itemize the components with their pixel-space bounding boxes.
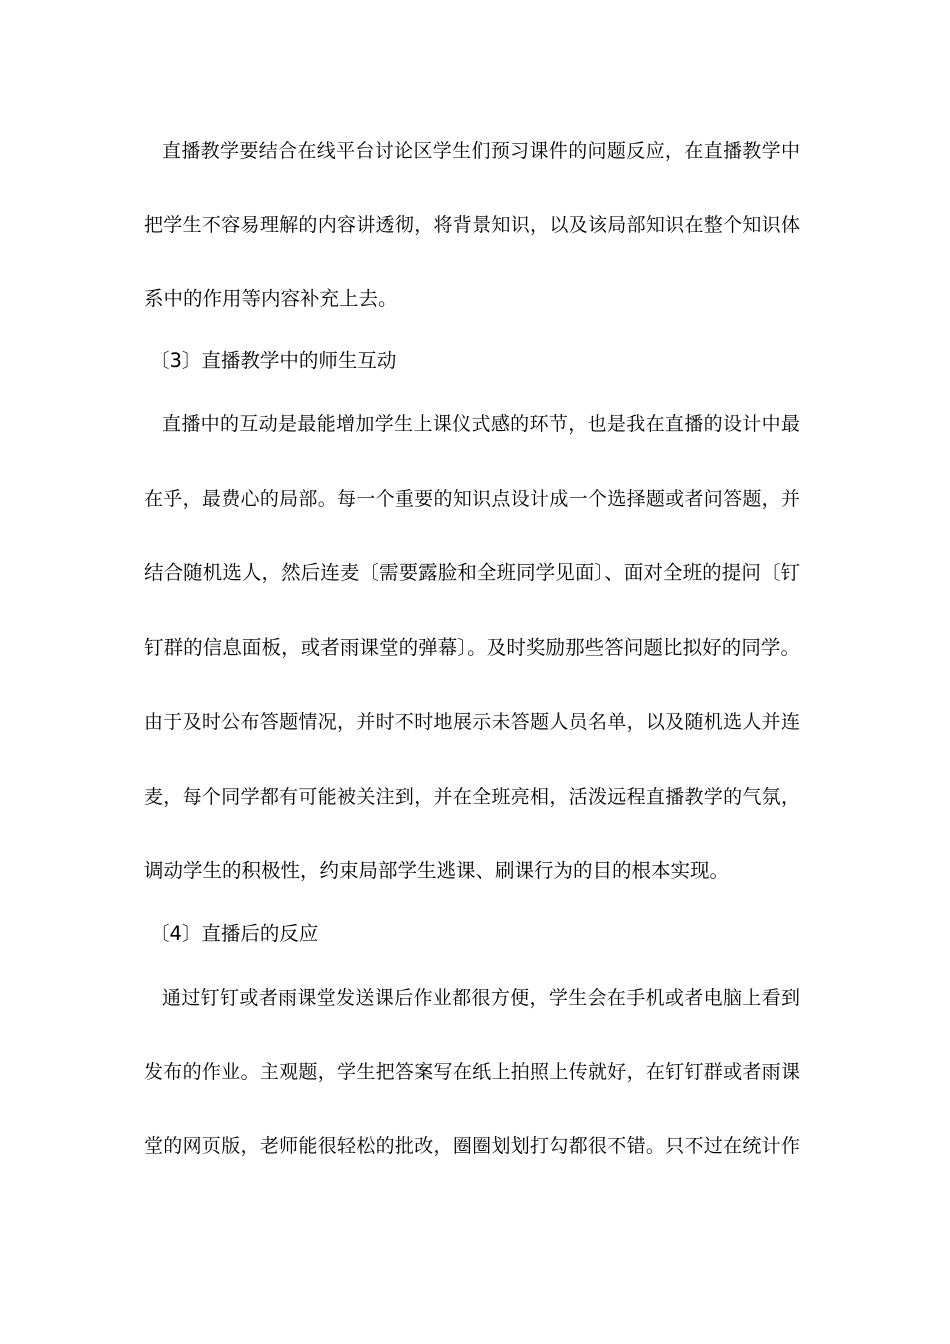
paragraph-2-line-3: 结合随机选人，然后连麦〔需要露脸和全班同学见面〕、面对全班的提问〔钉 [144, 561, 800, 584]
paragraph-2-line-6: 麦，每个同学都有可能被关注到，并在全班亮相，活泼远程直播教学的气氛， [144, 786, 800, 808]
paragraph-1-line-1: 直播教学要结合在线平台讨论区学生们预习课件的问题反应，在直播教学中 [162, 140, 800, 162]
paragraph-2-line-4: 钉群的信息面板，或者雨课堂的弹幕〕。及时奖励那些答问题比拟好的同学。 [144, 636, 800, 659]
paragraph-3-line-3: 堂的网页版，老师能很轻松的批改，圈圈划划打勾都很不错。只不过在统计作 [144, 1135, 800, 1157]
section-heading-4: 〔4〕直播后的反应 [150, 922, 319, 945]
paragraph-1-line-3: 系中的作用等内容补充上去。 [144, 287, 398, 310]
paragraph-1-line-2: 把学生不容易理解的内容讲透彻，将背景知识，以及该局部知识在整个知识体 [144, 214, 800, 236]
paragraph-3-line-2: 发布的作业。主观题，学生把答案写在纸上拍照上传就好，在钉钉群或者雨课 [144, 1061, 800, 1083]
paragraph-2-line-1: 直播中的互动是最能增加学生上课仪式感的环节，也是我在直播的设计中最 [162, 413, 800, 435]
paragraph-3-line-1: 通过钉钉或者雨课堂发送课后作业都很方便，学生会在手机或者电脑上看到 [162, 987, 800, 1009]
paragraph-2-line-5: 由于及时公布答题情况，并时不时地展示未答题人员名单，以及随机选人并连 [144, 711, 800, 733]
paragraph-2-line-2: 在乎，最费心的局部。每一个重要的知识点设计成一个选择题或者问答题，并 [144, 488, 800, 510]
section-heading-3: 〔3〕直播教学中的师生互动 [150, 349, 397, 372]
paragraph-2-line-7: 调动学生的积极性，约束局部学生逃课、刷课行为的目的根本实现。 [144, 859, 730, 882]
